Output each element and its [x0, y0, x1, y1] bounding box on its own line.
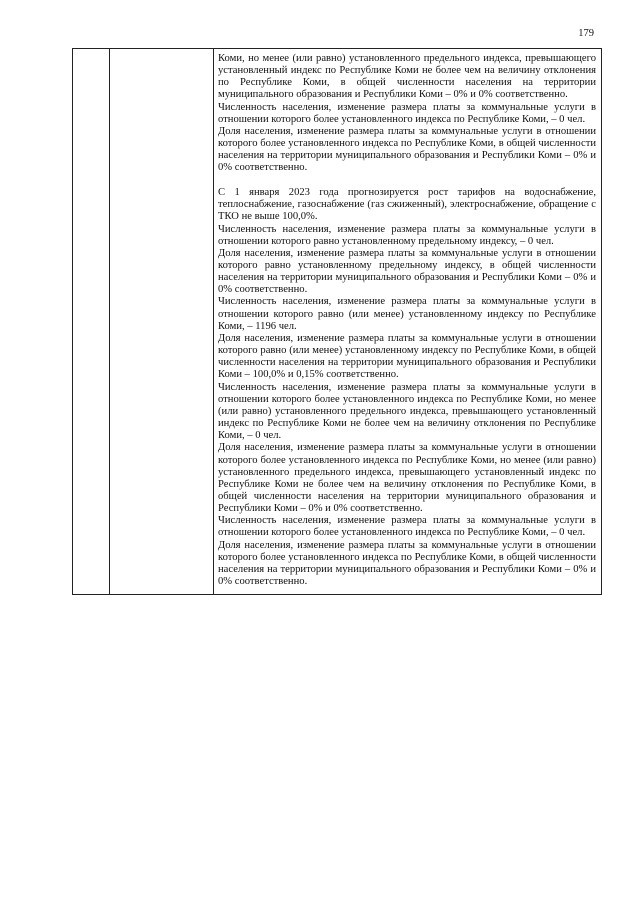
page-number: 179	[578, 28, 594, 39]
paragraph: Доля населения, изменение размера платы за коммунальные услуги в отношении которого более установленного индекса по Республике Коми, в общей численности населения на территории муниципального образования и Республики Коми – 0% и 0% соответственно.	[218, 539, 596, 588]
paragraph: Численность населения, изменение размера платы за коммунальные услуги в отношении которого более установленного индекса по Республике Коми, – 0 чел.	[218, 515, 596, 539]
paragraph: Численность населения, изменение размера платы за коммунальные услуги в отношении которого равно установленному предельному индексу, – 0 чел.	[218, 223, 596, 247]
table-cell-name	[110, 49, 214, 595]
document-table	[72, 48, 602, 595]
paragraph: Доля населения, изменение размера платы за коммунальные услуги в отношении которого равно установленному предельному индексу, в общей численности населения на территории муниципального образования и Республики Коми – 0% и 0% соответственно.	[218, 247, 596, 296]
content-text	[214, 49, 601, 594]
paragraph: Доля населения, изменение размера платы за коммунальные услуги в отношении которого более установленного индекса по Республике Коми, в общей численности населения на территории муниципального образования и Республики Коми – 0% и 0% соответственно.	[218, 125, 596, 174]
table-cell-number	[73, 49, 110, 595]
paragraph: Доля населения, изменение размера платы за коммунальные услуги в отношении которого равно (или менее) установленному индексу по Республике Коми, в общей численности населения на территории муниципального образования и Республики Коми – 100,0% и 0,15% соответственно.	[218, 332, 596, 381]
table-cell-content	[214, 49, 602, 595]
paragraph: Численность населения, изменение размера платы за коммунальные услуги в отношении которого более установленного индекса по Республике Коми, но менее (или равно) установленного предельного индекса, превышающего установленный индекс по Республике Коми не более чем на величину отклонения по Республике Коми, – 0 чел.	[218, 381, 596, 442]
paragraph: С 1 января 2023 года прогнозируется рост тарифов на водоснабжение, теплоснабжение, газоснабжение (газ сжиженный), электроснабжение, обращение с ТКО не выше 100,0%.	[218, 187, 596, 223]
paragraph: Численность населения, изменение размера платы за коммунальные услуги в отношении которого равно (или менее) установленному индексу по Республике Коми, – 1196 чел.	[218, 296, 596, 332]
paragraph-gap	[218, 175, 596, 188]
table-row	[73, 49, 602, 595]
paragraph: Доля населения, изменение размера платы за коммунальные услуги в отношении которого более установленного индекса по Республике Коми, но менее (или равно) установленного предельного индекса, превышающего установленный индекс по Республике Коми не более чем на величину отклонения по Республике Коми, в общей численности населения на территории муниципального образования и Республики Коми – 0% и 0% соответственно.	[218, 442, 596, 515]
paragraph: Численность населения, изменение размера платы за коммунальные услуги в отношении которого более установленного индекса по Республике Коми, – 0 чел.	[218, 101, 596, 125]
paragraph: Коми, но менее (или равно) установленного предельного индекса, превышающего установленный индекс по Республике Коми не более чем на величину отклонения по Республике Коми, в общей численности населения на территории муниципального образования и Республики Коми – 0% и 0% соответственно.	[218, 53, 596, 101]
